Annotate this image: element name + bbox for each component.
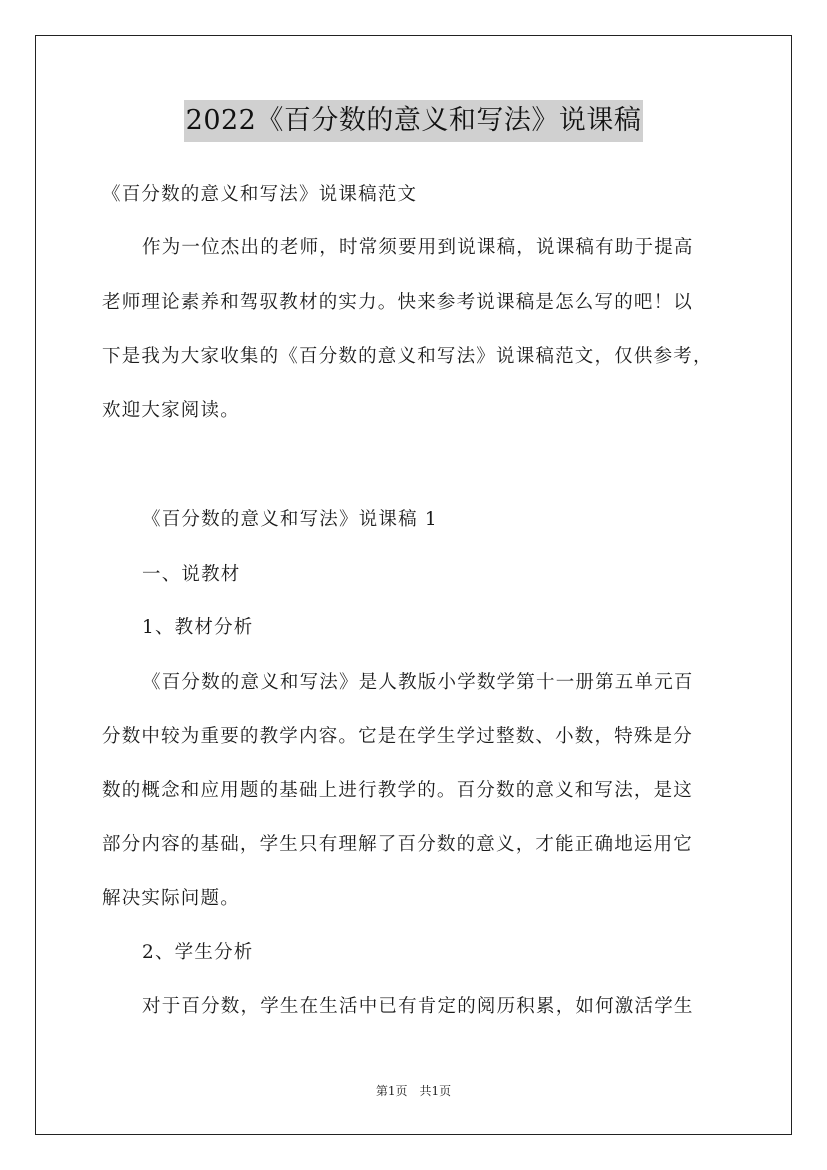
analysis-line-4: 部分内容的基础，学生只有理解了百分数的意义，才能正确地运用它 <box>102 834 694 855</box>
heading-student-analysis: 2、学生分析 <box>142 942 254 963</box>
page-footer: 第1页 共1页 <box>375 1084 452 1098</box>
intro-line-2: 老师理论素养和驾驭教材的实力。快来参考说课稿是怎么写的吧！以 <box>102 292 694 313</box>
analysis-line-5: 解决实际问题。 <box>102 888 240 909</box>
students-line-1: 对于百分数，学生在生活中已有肯定的阅历积累，如何激活学生 <box>142 996 694 1017</box>
heading-material-analysis: 1、教材分析 <box>142 617 254 638</box>
document-title: 2022《百分数的意义和写法》说课稿 <box>184 100 644 142</box>
intro-line-1: 作为一位杰出的老师，时常须要用到说课稿，说课稿有助于提高 <box>142 237 694 258</box>
analysis-line-1: 《百分数的意义和写法》是人教版小学数学第十一册第五单元百 <box>142 672 694 693</box>
analysis-line-3: 数的概念和应用题的基础上进行教学的。百分数的意义和写法，是这 <box>102 780 694 801</box>
analysis-line-2: 分数中较为重要的教学内容。它是在学生学过整数、小数，特殊是分 <box>102 726 694 747</box>
intro-line-3: 下是我为大家收集的《百分数的意义和写法》说课稿范文，仅供参考， <box>102 346 713 367</box>
title-container <box>0 100 827 142</box>
subtitle: 《百分数的意义和写法》说课稿范文 <box>102 184 418 205</box>
intro-line-4: 欢迎大家阅读。 <box>102 400 240 421</box>
section-title: 《百分数的意义和写法》说课稿 1 <box>142 509 438 530</box>
heading-explain-materials: 一、说教材 <box>142 564 241 585</box>
